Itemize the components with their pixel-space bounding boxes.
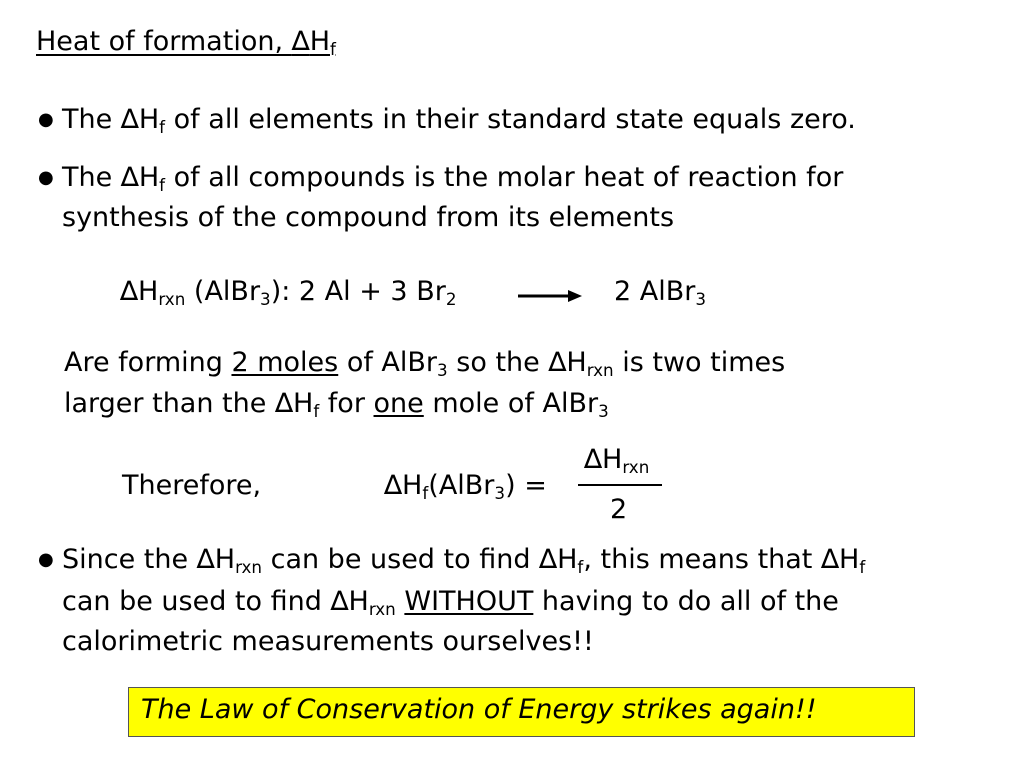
fraction-numerator: $\Delta H_{rxn}$ — [584, 444, 650, 478]
fraction-denominator: 2 — [610, 494, 628, 525]
hf-equation-lhs: $\Delta H_f(AlBr_3)$ = — [384, 470, 547, 504]
bullet-compounds: ● The $\Delta H_f$ of all compounds is the molar heat of reaction for — [38, 158, 843, 198]
bullet-dot: ● — [38, 167, 54, 188]
bullet-since: ● Since the $\Delta H_{rxn}$ can be used to find $\Delta H_f$, this means that $\Delta H_f$ — [38, 540, 865, 580]
bullet-dot: ● — [38, 549, 54, 570]
reaction-equation-left: $\Delta H_{rxn}$ (AlBr$_3$): 2 Al + 3 $Br_2$ — [120, 276, 457, 310]
bullet-compounds-line2: synthesis of the compound from its elements — [62, 202, 675, 233]
reaction-arrow-icon — [518, 289, 582, 303]
conservation-callout: The Law of Conservation of Energy strikes again!! — [128, 687, 915, 737]
bullet-dot: ● — [38, 109, 54, 130]
bullet-since-line3: calorimetric measurements ourselves!! — [62, 626, 594, 657]
fraction-bar — [578, 484, 662, 486]
reaction-product: 2 AlBr$_3$ — [614, 276, 707, 310]
slide-title: Heat of formation, $\Delta H_f$ — [36, 26, 336, 60]
bullet-elements-zero: ● The $\Delta H_f$ of all elements in their standard state equals zero. — [38, 100, 856, 140]
note-line2: larger than the $\Delta H_f$ for one mole of AlBr$_3$ — [64, 388, 609, 422]
bullet-since-line2: can be used to find $\Delta H_{rxn}$ WITHOUT having to do all of the — [62, 586, 839, 620]
therefore-label: Therefore, — [122, 470, 262, 501]
note-line1: Are forming 2 moles of AlBr$_3$ so the $\Delta H_{rxn}$ is two times — [64, 347, 786, 381]
